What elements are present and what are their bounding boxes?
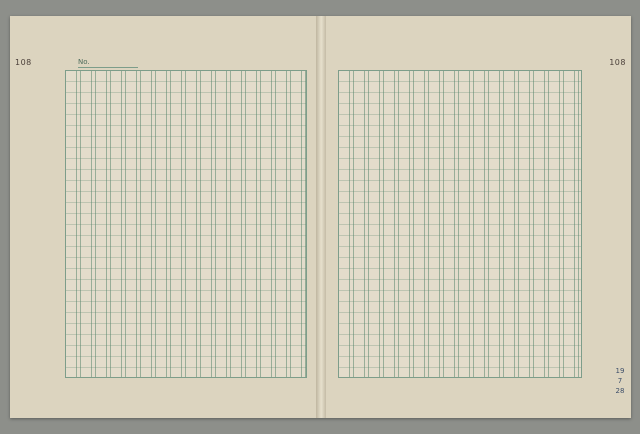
left-page — [10, 16, 316, 418]
date-stamp-day: 28 — [615, 387, 625, 395]
date-stamp-year: 19 — [615, 367, 625, 375]
date-stamp-month: 7 — [617, 377, 623, 385]
left-page-number: 108 — [15, 58, 32, 67]
book-gutter — [316, 16, 326, 418]
manuscript-number-label: No. — [78, 58, 138, 68]
right-page — [326, 16, 631, 418]
date-stamp — [615, 366, 625, 396]
right-page-number: 108 — [609, 58, 626, 67]
manuscript-spread — [10, 16, 631, 418]
right-manuscript-grid — [338, 70, 582, 378]
left-manuscript-grid — [65, 70, 307, 378]
